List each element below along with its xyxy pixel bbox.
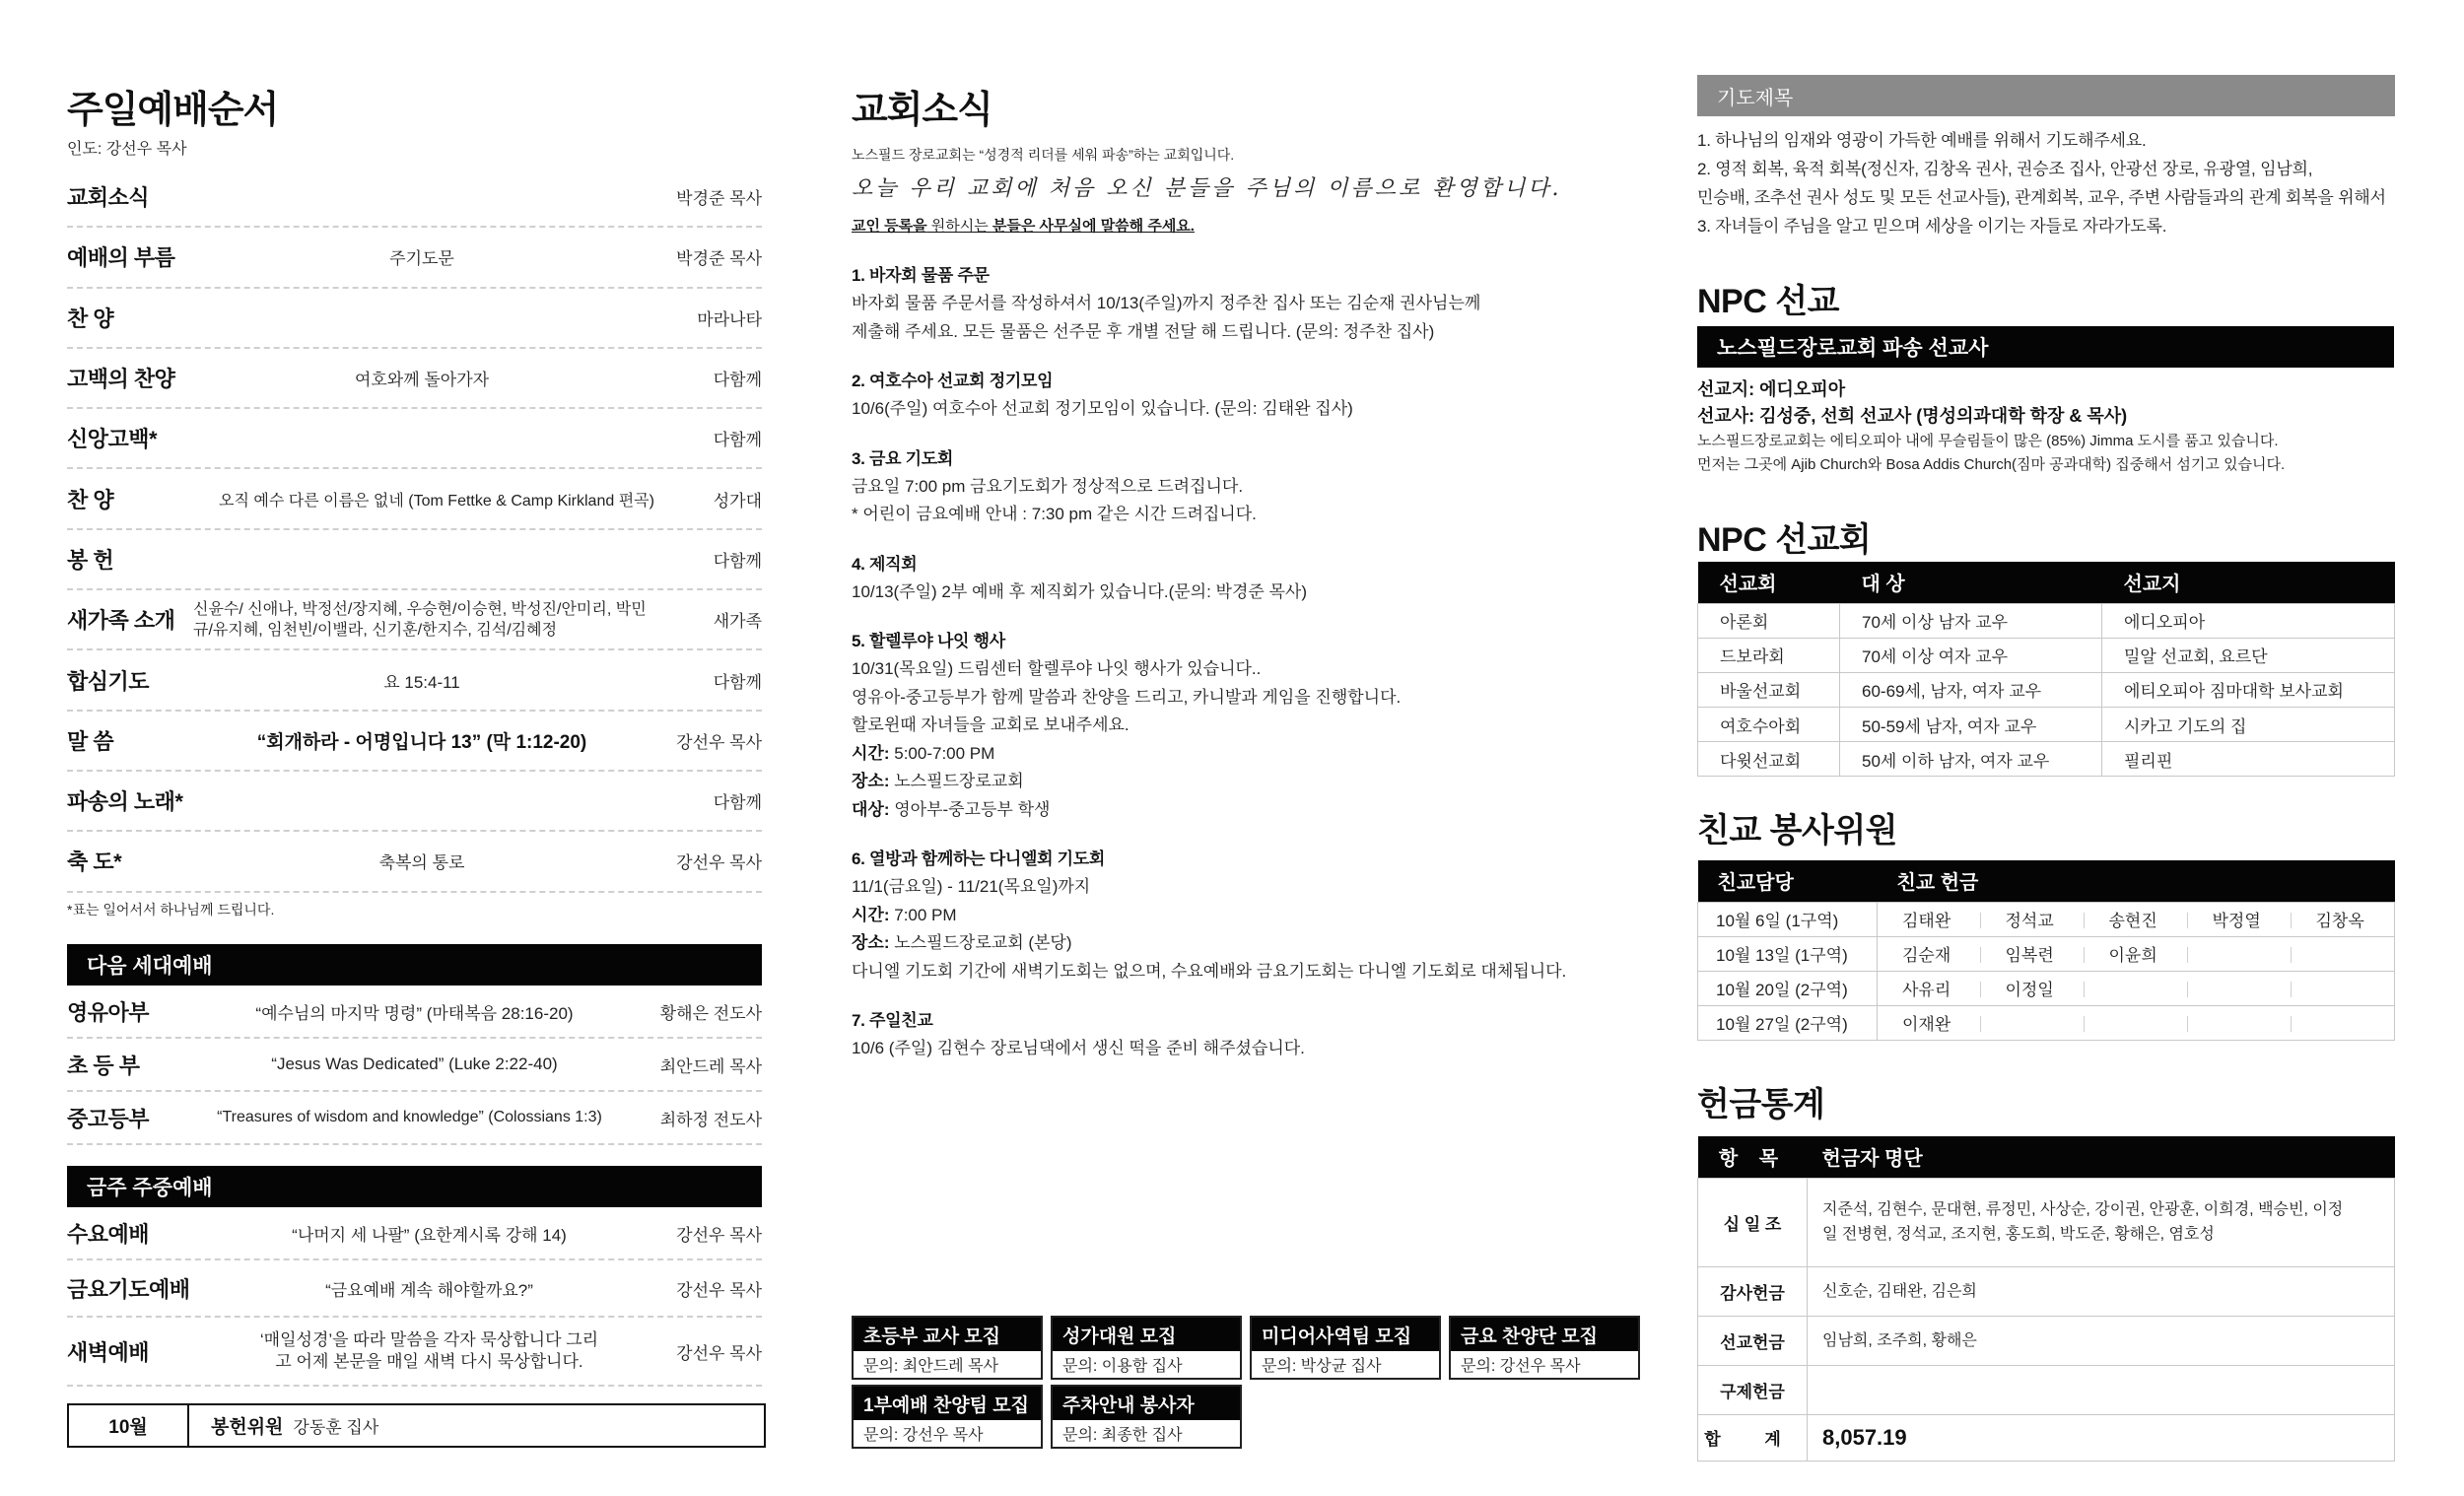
fellowship-title: 친교 봉사위원 bbox=[1697, 812, 1898, 850]
field-value: 영아부-중고등부 학생 bbox=[889, 799, 1051, 819]
order-leader: 다함께 bbox=[713, 431, 762, 450]
cell: 아론회 bbox=[1698, 603, 1840, 638]
news-item bbox=[852, 846, 1640, 986]
recruit-box bbox=[852, 1316, 1043, 1380]
fellowship-date: 10월 6일 (1구역) bbox=[1698, 902, 1878, 936]
order-leader: 강선우 목사 bbox=[676, 1280, 762, 1300]
order-leader: 강선우 목사 bbox=[676, 1225, 762, 1245]
news-line: 11/1(금요일) - 11/21(목요일)까지 bbox=[852, 877, 1091, 896]
field-label: 장소: bbox=[852, 933, 890, 952]
prayer-line: 3. 자녀들이 주님을 알고 믿으며 세상을 이기는 자들로 자라가도록. bbox=[1697, 217, 2167, 236]
fellowship-name: 이재완 bbox=[1902, 1015, 1951, 1034]
cell: 다윗선교회 bbox=[1698, 742, 1840, 777]
order-title: 새가족 소개 bbox=[67, 608, 175, 634]
news-field bbox=[852, 929, 1640, 958]
offering-item: 선교헌금 bbox=[1698, 1316, 1808, 1365]
recruit-contact: 문의: 최종한 집사 bbox=[1062, 1427, 1183, 1444]
order-detail: “금요예배 계속 해야할까요?” bbox=[325, 1280, 533, 1300]
cell: 60-69세, 남자, 여자 교우 bbox=[1840, 672, 2102, 707]
field-label: 시간: bbox=[852, 743, 890, 763]
fellowship-name: 김태완 bbox=[1902, 912, 1951, 930]
news-list bbox=[852, 262, 1640, 1085]
fellowship-date: 10월 20일 (2구역) bbox=[1698, 971, 1878, 1005]
prayer-list bbox=[1697, 126, 2397, 240]
cell: 여호수아회 bbox=[1698, 708, 1840, 742]
fellowship-name: 이정일 bbox=[2005, 981, 2054, 999]
order-detail: ‘매일성경’을 따라 말씀을 각자 묵상합니다 그리고 어제 본문을 매일 새벽 다시 묵상합니다. bbox=[259, 1330, 599, 1371]
news-item bbox=[852, 551, 1640, 607]
offering-names: 임남희, 조주희, 황해은 bbox=[1808, 1316, 2395, 1365]
recruit-title: 미디어사역팀 모집 bbox=[1252, 1318, 1439, 1351]
fellowship-name: 박정열 bbox=[2212, 912, 2261, 930]
order-leader: 강선우 목사 bbox=[676, 853, 762, 873]
column-header: 친교 헌금 bbox=[1878, 860, 2395, 902]
fellowship-name: 임복련 bbox=[2005, 946, 2054, 965]
worship-leader: 인도: 강선우 목사 bbox=[67, 141, 187, 158]
fellowship-date: 10월 27일 (2구역) bbox=[1698, 1005, 1878, 1040]
order-row bbox=[67, 772, 762, 832]
order-detail: 여호와께 돌아가자 bbox=[354, 371, 490, 390]
table-row bbox=[1698, 638, 2395, 672]
cell: 필리핀 bbox=[2102, 742, 2395, 777]
news-heading: 4. 제직회 bbox=[852, 554, 918, 574]
register-part2: 원하시는 bbox=[926, 218, 992, 235]
field-value: 7:00 PM bbox=[889, 905, 957, 924]
order-leader: 성가대 bbox=[713, 491, 762, 510]
recruit-title: 주차안내 봉사자 bbox=[1053, 1387, 1240, 1420]
news-heading: 5. 할렐루야 나잇 행사 bbox=[852, 632, 1005, 650]
order-title: 중고등부 bbox=[67, 1106, 150, 1131]
table-row bbox=[1698, 672, 2395, 707]
section-header: 다음 세대예배 bbox=[67, 944, 762, 986]
order-title: 파송의 노래* bbox=[67, 789, 183, 815]
mission-desc: 노스필드장로교회는 에티오피아 내에 무슬림들이 많은 (85%) Jimma 도시를 품고 있습니다. bbox=[1697, 433, 2279, 449]
order-leader: 마라나타 bbox=[697, 309, 762, 329]
news-line: 10/31(목요일) 드림센터 할렐루야 나잇 행사가 있습니다.. bbox=[852, 659, 1262, 678]
missionary: 선교사: 김성중, 선희 선교사 (명성의과대학 학장 & 목사) bbox=[1697, 406, 2128, 426]
order-title: 봉 헌 bbox=[67, 547, 114, 573]
order-title: 축 도* bbox=[67, 850, 122, 875]
weekday-worship-section bbox=[67, 1166, 762, 1387]
order-row bbox=[67, 1092, 762, 1145]
fellowship-name: 김순재 bbox=[1902, 946, 1951, 965]
duty-label: 봉헌위원 bbox=[211, 1417, 284, 1438]
order-row bbox=[67, 1260, 762, 1318]
offering-names: 신호순, 김태완, 김은희 bbox=[1808, 1266, 2395, 1316]
cell: 70세 이상 남자 교우 bbox=[1840, 603, 2102, 638]
fellowship-name: 김창옥 bbox=[2315, 912, 2364, 930]
order-title: 초 등 부 bbox=[67, 1053, 140, 1078]
fellowship-name: 송현진 bbox=[2108, 912, 2157, 930]
prayer-line: 2. 영적 회복, 육적 회복(정신자, 김창옥 권사, 권승조 집사, 안광선 장로, 유광열, 임남희, bbox=[1697, 160, 2313, 178]
column-header: 헌금자 명단 bbox=[1808, 1136, 2395, 1178]
offering-item: 감사헌금 bbox=[1698, 1266, 1808, 1316]
table-row bbox=[1698, 1178, 2395, 1266]
prayer-header: 기도제목 bbox=[1697, 75, 2395, 116]
news-heading: 2. 여호수아 선교회 정기모임 bbox=[852, 372, 1054, 390]
cell: 50세 이하 남자, 여자 교우 bbox=[1840, 742, 2102, 777]
table-header-row bbox=[1698, 562, 2395, 603]
church-intro: 노스필드 장로교회는 “성경적 리더를 세워 파송”하는 교회입니다. bbox=[852, 147, 1235, 163]
order-title: 새벽예배 bbox=[67, 1339, 150, 1365]
order-row bbox=[67, 530, 762, 590]
field-value: 5:00-7:00 PM bbox=[889, 743, 995, 763]
news-heading: 6. 열방과 함께하는 다니엘회 기도회 bbox=[852, 850, 1105, 868]
worship-order-list bbox=[67, 168, 762, 893]
order-row bbox=[67, 1039, 762, 1092]
table-row bbox=[1698, 902, 2395, 936]
order-title: 고백의 찬양 bbox=[67, 367, 175, 392]
table-row bbox=[1698, 708, 2395, 742]
order-row bbox=[67, 289, 762, 349]
order-row bbox=[67, 409, 762, 469]
recruitment-boxes bbox=[852, 1316, 1650, 1449]
order-title: 금요기도예배 bbox=[67, 1276, 190, 1302]
fellowship-name: 이윤희 bbox=[2108, 946, 2157, 965]
table-row bbox=[1698, 742, 2395, 777]
order-leader: 새가족 bbox=[713, 612, 762, 632]
order-title: 합심기도 bbox=[67, 668, 150, 694]
mission-info bbox=[1697, 376, 2397, 477]
recruit-box bbox=[1051, 1316, 1242, 1380]
order-leader: 다함께 bbox=[713, 793, 762, 813]
news-line: 제출해 주세요. 모든 물품은 선주문 후 개별 전달 해 드립니다. (문의: 정주찬 집사) bbox=[852, 321, 1435, 341]
column-header: 선교지 bbox=[2102, 562, 2395, 603]
mission-desc: 먼저는 그곳에 Ajib Church와 Bosa Addis Church(짐마 공과대학) 집중해서 섬기고 있습니다. bbox=[1697, 456, 2286, 473]
news-field bbox=[852, 796, 1640, 825]
cell: 드보라회 bbox=[1698, 638, 1840, 672]
offering-duty-box bbox=[67, 1403, 766, 1448]
table-row bbox=[1698, 971, 2395, 1005]
order-title: 교회소식 bbox=[67, 185, 150, 211]
table-row bbox=[1698, 1414, 2395, 1461]
recruit-title: 성가대원 모집 bbox=[1053, 1318, 1240, 1351]
order-leader: 황해은 전도사 bbox=[659, 1003, 762, 1023]
recruit-box bbox=[1250, 1316, 1441, 1380]
offering-names bbox=[1808, 1365, 2395, 1414]
order-row bbox=[67, 832, 762, 892]
column-header: 친교담당 bbox=[1698, 860, 1878, 902]
order-row bbox=[67, 469, 762, 529]
offering-item: 합 계 bbox=[1698, 1414, 1808, 1461]
table-header-row bbox=[1698, 860, 2395, 902]
news-line: 10/13(주일) 2부 예배 후 제직회가 있습니다.(문의: 박경준 목사) bbox=[852, 581, 1308, 601]
column-header: 선교회 bbox=[1698, 562, 1840, 603]
order-row bbox=[67, 1207, 762, 1260]
fellowship-name: 사유리 bbox=[1902, 981, 1951, 999]
recruit-contact: 문의: 강선우 목사 bbox=[1461, 1358, 1581, 1375]
recruit-title: 초등부 교사 모집 bbox=[854, 1318, 1041, 1351]
npc-mission-bar: 노스필드장로교회 파송 선교사 bbox=[1697, 326, 2394, 368]
offering-title: 헌금통계 bbox=[1697, 1086, 1825, 1123]
news-line: 바자회 물품 주문서를 작성하셔서 10/13(주일)까지 정주찬 집사 또는 김순재 권사님는께 bbox=[852, 294, 1481, 312]
cell: 시카고 기도의 집 bbox=[2102, 708, 2395, 742]
order-detail: 오직 예수 다른 이름은 없네 (Tom Fettke & Camp Kirkland 편곡) bbox=[219, 492, 654, 510]
news-field bbox=[852, 902, 1640, 930]
news-item bbox=[852, 262, 1640, 346]
register-part3: 분들은 사무실에 말씀해 주세요. bbox=[992, 218, 1195, 235]
order-row bbox=[67, 986, 762, 1039]
order-detail: 축복의 통로 bbox=[378, 853, 465, 873]
order-detail: 주기도문 bbox=[389, 249, 454, 269]
news-heading: 3. 금요 기도회 bbox=[852, 448, 954, 468]
mission-field: 선교지: 에디오피아 bbox=[1697, 379, 1846, 399]
order-title: 수요예배 bbox=[67, 1221, 150, 1247]
sermon-title: “회개하라 - 어명입니다 13” (막 1:12-20) bbox=[256, 731, 587, 753]
order-row bbox=[67, 168, 762, 228]
field-value: 노스필드장로교회 bbox=[889, 772, 1024, 790]
fellowship-table bbox=[1697, 860, 2395, 1041]
column-header: 항 목 bbox=[1698, 1136, 1808, 1178]
news-line: 영유아-중고등부가 함께 말씀과 찬양을 드리고, 카니발과 게임을 진행합니다. bbox=[852, 687, 1402, 707]
offering-table bbox=[1697, 1136, 2395, 1462]
field-label: 장소: bbox=[852, 772, 890, 790]
table-row bbox=[1698, 1365, 2395, 1414]
table-header-row bbox=[1698, 1136, 2395, 1178]
order-title: 영유아부 bbox=[67, 999, 150, 1025]
order-detail: “예수님의 마지막 명령” (마태복음 28:16-20) bbox=[255, 1003, 574, 1023]
table-row bbox=[1698, 1005, 2395, 1040]
offering-item: 구제헌금 bbox=[1698, 1365, 1808, 1414]
mission-clubs-table bbox=[1697, 562, 2395, 777]
npc-mission-title: NPC 선교 bbox=[1697, 283, 1839, 320]
duty-month: 10월 bbox=[69, 1405, 189, 1446]
news-line: 10/6(주일) 여호수아 선교회 정기모임이 있습니다. (문의: 김태완 집사) bbox=[852, 399, 1353, 418]
fellowship-name: 정석교 bbox=[2005, 912, 2054, 930]
news-field bbox=[852, 740, 1640, 769]
order-detail: “Treasures of wisdom and knowledge” (Colossians 1:3) bbox=[217, 1109, 602, 1125]
order-leader: 다함께 bbox=[713, 551, 762, 571]
order-title: 예배의 부름 bbox=[67, 245, 175, 271]
offering-item: 십 일 조 bbox=[1698, 1178, 1808, 1266]
order-leader: 강선우 목사 bbox=[676, 732, 762, 752]
registration-note bbox=[852, 215, 1195, 236]
field-value: 노스필드장로교회 (본당) bbox=[889, 933, 1072, 952]
recruit-box bbox=[852, 1385, 1043, 1449]
news-line: 다니엘 기도회 기간에 새벽기도회는 없으며, 수요예배와 금요기도회는 다니엘 기도회로 대체됩니다. bbox=[852, 961, 1567, 981]
recruit-contact: 문의: 박상균 집사 bbox=[1262, 1358, 1382, 1375]
duty-name: 강동훈 집사 bbox=[293, 1418, 379, 1437]
offering-names: 지준석, 김현수, 문대현, 류정민, 사상순, 강이권, 안광훈, 이희경, 백승빈, 이정일 전병현, 정석교, 조지현, 홍도희, 박도준, 황해은, 염호성 bbox=[1808, 1178, 2395, 1266]
section-header: 금주 주중예배 bbox=[67, 1166, 762, 1207]
cell: 50-59세 남자, 여자 교우 bbox=[1840, 708, 2102, 742]
register-part1: 교인 등록을 bbox=[852, 218, 927, 235]
recruit-title: 금요 찬양단 모집 bbox=[1451, 1318, 1638, 1351]
news-field bbox=[852, 768, 1640, 796]
order-title: 신앙고백* bbox=[67, 427, 158, 452]
news-item bbox=[852, 1007, 1640, 1063]
news-line: 할로윈때 자녀들을 교회로 보내주세요. bbox=[852, 715, 1129, 734]
recruit-box bbox=[1449, 1316, 1640, 1380]
order-row bbox=[67, 650, 762, 711]
order-row bbox=[67, 1318, 762, 1387]
order-row bbox=[67, 228, 762, 288]
order-leader: 최하정 전도사 bbox=[659, 1110, 762, 1129]
table-row bbox=[1698, 936, 2395, 971]
news-item bbox=[852, 445, 1640, 529]
column-header: 대 상 bbox=[1840, 562, 2102, 603]
field-label: 대상: bbox=[852, 799, 890, 819]
recruit-title: 1부예배 찬양팀 모집 bbox=[854, 1387, 1041, 1420]
welcome-handwriting: 오늘 우리 교회에 처음 오신 분들을 주님의 이름으로 환영합니다. bbox=[852, 176, 1562, 201]
order-detail: 신윤수/ 신애나, 박정선/장지혜, 우승현/이승현, 박성진/안미리, 박민규/유지혜, 임천빈/이밸라, 신기훈/한지수, 김석/김혜정 bbox=[193, 600, 647, 639]
standing-note: *표는 일어서서 하나님께 드립니다. bbox=[67, 902, 275, 918]
news-line: 금요일 7:00 pm 금요기도회가 정상적으로 드려집니다. bbox=[852, 476, 1244, 496]
order-title: 말 씀 bbox=[67, 728, 114, 754]
order-leader: 강선우 목사 bbox=[676, 1343, 762, 1363]
recruit-contact: 문의: 강선우 목사 bbox=[863, 1427, 984, 1444]
news-line: 10/6 (주일) 김현수 장로님댁에서 생신 떡을 준비 해주셨습니다. bbox=[852, 1039, 1305, 1057]
next-generation-section bbox=[67, 944, 762, 1145]
news-line: * 어린이 금요예배 안내 : 7:30 pm 같은 시간 드려집니다. bbox=[852, 505, 1257, 523]
cell: 에디오피아 bbox=[2102, 603, 2395, 638]
order-row bbox=[67, 712, 762, 772]
order-row bbox=[67, 349, 762, 409]
order-leader: 최안드레 목사 bbox=[659, 1056, 762, 1076]
order-leader: 다함께 bbox=[713, 371, 762, 390]
news-heading: 1. 바자회 물품 주문 bbox=[852, 266, 990, 285]
order-leader: 다함께 bbox=[713, 672, 762, 692]
news-item bbox=[852, 628, 1640, 824]
fellowship-date: 10월 13일 (1구역) bbox=[1698, 936, 1878, 971]
field-label: 시간: bbox=[852, 905, 890, 924]
cell: 밀알 선교회, 요르단 bbox=[2102, 638, 2395, 672]
news-item bbox=[852, 368, 1640, 424]
order-row bbox=[67, 590, 762, 650]
prayer-line: 민승배, 조추선 권사 성도 및 모든 선교사들), 관계회복, 교우, 주변 사람들과의 관계 회복을 위해서 bbox=[1697, 188, 2386, 207]
order-detail: 요 15:4-11 bbox=[383, 672, 460, 692]
news-title: 교회소식 bbox=[852, 90, 992, 131]
order-detail: “Jesus Was Dedicated” (Luke 2:22-40) bbox=[271, 1054, 558, 1073]
page-title: 주일예배순서 bbox=[67, 90, 279, 131]
order-title: 찬 양 bbox=[67, 306, 114, 331]
table-row bbox=[1698, 1316, 2395, 1365]
table-row bbox=[1698, 603, 2395, 638]
order-detail: “나머지 세 나팔” (요한계시록 강해 14) bbox=[292, 1225, 567, 1245]
cell: 에티오피아 짐마대학 보사교회 bbox=[2102, 672, 2395, 707]
order-leader: 박경준 목사 bbox=[676, 189, 762, 209]
order-title: 찬 양 bbox=[67, 487, 114, 512]
news-heading: 7. 주일친교 bbox=[852, 1011, 933, 1030]
mission-clubs-title: NPC 선교회 bbox=[1697, 521, 1872, 559]
recruit-box bbox=[1051, 1385, 1242, 1449]
table-row bbox=[1698, 1266, 2395, 1316]
cell: 바울선교회 bbox=[1698, 672, 1840, 707]
recruit-contact: 문의: 최안드레 목사 bbox=[863, 1358, 998, 1375]
recruit-contact: 문의: 이용함 집사 bbox=[1062, 1358, 1183, 1375]
prayer-line: 1. 하나님의 임재와 영광이 가득한 예배를 위해서 기도해주세요. bbox=[1697, 131, 2147, 150]
offering-total: 8,057.19 bbox=[1808, 1414, 2395, 1461]
cell: 70세 이상 여자 교우 bbox=[1840, 638, 2102, 672]
order-leader: 박경준 목사 bbox=[676, 249, 762, 269]
